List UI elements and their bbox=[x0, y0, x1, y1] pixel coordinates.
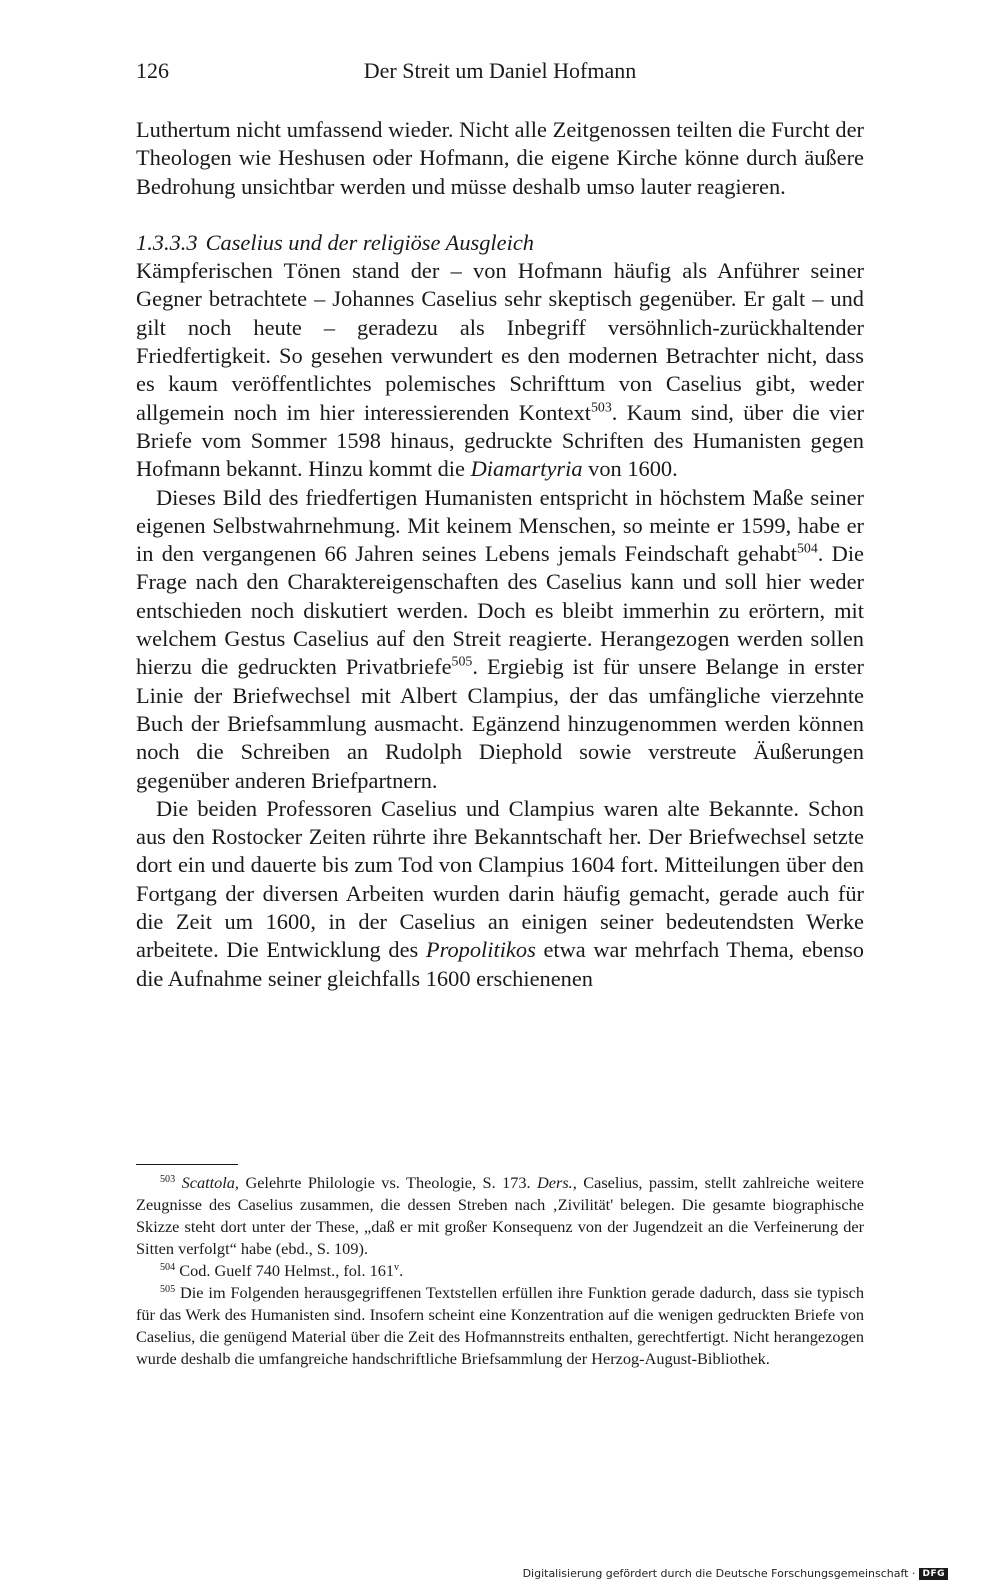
paragraph-3-text-c: . Ergiebig ist für unsere Belange in erster Linie der Briefwechsel mit Albert Clampius, der das umfängliche vierzehnte Buch der Briefsammlung ausmacht. Egänzend hinzugenommen werden können noch die Schreiben an Rudolph Diephold sowie verstreute Äußerungen gegenüber anderen Briefpartnern. bbox=[136, 654, 864, 793]
footnote-504-text-b: . bbox=[399, 1261, 404, 1280]
section-heading bbox=[136, 229, 864, 257]
section-number: 1.3.3.3 bbox=[136, 229, 198, 255]
section-title: Caselius und der religiöse Ausgleich bbox=[205, 229, 534, 255]
footnote-504-text-a: Cod. Guelf 740 Helmst., fol. 161 bbox=[175, 1261, 395, 1280]
paragraph-3-text-a: Dieses Bild des friedfertigen Humanisten entspricht in höchstem Maße seiner eigenen Selbstwahrnehmung. Mit keinem Menschen, so meinte er 1599, habe er in den vergangenen 66 Jahren seines Lebens jemals Feindschaft gehabt bbox=[136, 484, 864, 567]
footnote-503-author: Scattola, bbox=[181, 1173, 240, 1192]
footnote-504-verso: v bbox=[394, 1261, 400, 1273]
paragraph-4-text-a: Die beiden Professoren Caselius und Clampius waren alte Bekannte. Schon aus den Rostocker Zeiten rührte ihre Bekanntschaft her. Der Briefwechsel setzte dort ein und dauerte bis zum Tod von Clampius 1604 fort. Mitteilungen über den Fortgang der diversen Arbeiten wurden darin häufig gemacht, gerade auch für die Zeit um 1600, in der Caselius an einigen seiner bedeutendsten Werke arbeitete. Die Entwicklung des bbox=[136, 795, 864, 963]
digitization-credit bbox=[523, 1567, 948, 1580]
footnote-505 bbox=[136, 1282, 864, 1370]
footnote-ref-504[interactable]: 504 bbox=[796, 541, 818, 557]
paragraph-2-text-c: von 1600. bbox=[582, 456, 678, 482]
footnote-number-504: 504 bbox=[160, 1261, 176, 1273]
paragraph-1-text: Luthertum nicht umfassend wieder. Nicht alle Zeitgenossen teilten die Furcht der Theologen wie Heshusen oder Hofmann, die eigene Kirche könne durch äußere Bedrohung unsichtbar werden und müsse deshalb umso lauter reagieren. bbox=[136, 117, 864, 199]
title-propolitikos: Propolitikos bbox=[425, 937, 536, 963]
paragraph-1 bbox=[136, 116, 864, 201]
dfg-logo: DFG bbox=[919, 1568, 948, 1580]
running-title: Der Streit um Daniel Hofmann bbox=[363, 58, 637, 83]
page-number: 126 bbox=[136, 58, 169, 83]
footnote-505-text: Die im Folgenden herausgegriffenen Textstellen erfüllen ihre Funktion gerade dadurch, dass sie typisch für das Werk des Humanisten sind. Insofern scheint eine Konzentration auf die wenigen gedruckten Briefe von Caselius, die genügend Material über die Zeit des Hofmannstreits enthalten, gerechtfertigt. Nicht herangezogen wurde deshalb die umfangreiche handschriftliche Briefsammlung der Herzog-August-Bibliothek. bbox=[136, 1283, 864, 1368]
paragraph-2-text-a: Kämpferischen Tönen stand der – von Hofmann häufig als Anführer seiner Gegner betrachtete – Johannes Caselius sehr skeptisch gegenüber. Er galt – und gilt noch heute – geradezu als Inbegriff versöhnlich-zurückhaltender Friedfertigkeit. So gesehen verwundert es den modernen Betrachter nicht, dass es kaum veröffentlichtes polemisches Schrifttum von Caselius gibt, weder allgemein noch im hier interessierenden Kontext bbox=[136, 258, 864, 425]
paragraph-4-text-b: etwa war mehrfach Thema, ebenso die Aufnahme seiner gleichfalls 1600 erschienenen bbox=[136, 937, 864, 991]
paragraph-4 bbox=[136, 795, 864, 993]
footnote-503 bbox=[136, 1172, 864, 1260]
footnote-504 bbox=[136, 1260, 864, 1282]
footnote-number-505: 505 bbox=[160, 1283, 176, 1295]
footnote-ref-503[interactable]: 503 bbox=[590, 400, 612, 416]
footnote-ref-505[interactable]: 505 bbox=[451, 655, 473, 671]
credit-text: Digitalisierung gefördert durch die Deutsche Forschungsgemeinschaft · bbox=[522, 1567, 916, 1580]
title-diamartyria: Diamartyria bbox=[470, 456, 583, 482]
footnote-number-503: 503 bbox=[160, 1173, 176, 1185]
paragraph-3 bbox=[136, 484, 864, 795]
main-text bbox=[136, 116, 864, 993]
paragraph-2 bbox=[136, 257, 864, 483]
footnotes bbox=[136, 1172, 864, 1370]
paragraph-2-text-b: . Kaum sind, über die vier Briefe vom Sommer 1598 hinaus, gedruckte Schriften des Humanisten gegen Hofmann bekannt. Hinzu kommt die bbox=[136, 399, 864, 482]
footnote-503-text-a: Gelehrte Philologie vs. Theologie, S. 173. bbox=[239, 1173, 538, 1192]
footnote-separator bbox=[136, 1164, 238, 1165]
footnote-503-text-b: Caselius, passim, stellt zahlreiche weitere Zeugnisse des Caselius zusammen, die dessen Streben nach ‚Zivilität' belegen. Die gesamte biographische Skizze steht dort unter der These, „daß er mit großer Konsequenz von der Jugendzeit an die Verfeinerung der Sitten verfolgt“ habe (ebd., S. 109). bbox=[136, 1173, 864, 1258]
footnote-503-ders: Ders., bbox=[537, 1173, 577, 1192]
page-header bbox=[136, 58, 864, 88]
paragraph-3-text-b: . Die Frage nach den Charaktereigenschaften des Caselius kann und soll hier weder entschieden noch diskutiert werden. Doch es bleibt immerhin zu erörtern, mit welchem Gestus Caselius auf den Streit reagierte. Herangezogen werden sollen hierzu die gedruckten Privatbriefe bbox=[136, 541, 864, 680]
